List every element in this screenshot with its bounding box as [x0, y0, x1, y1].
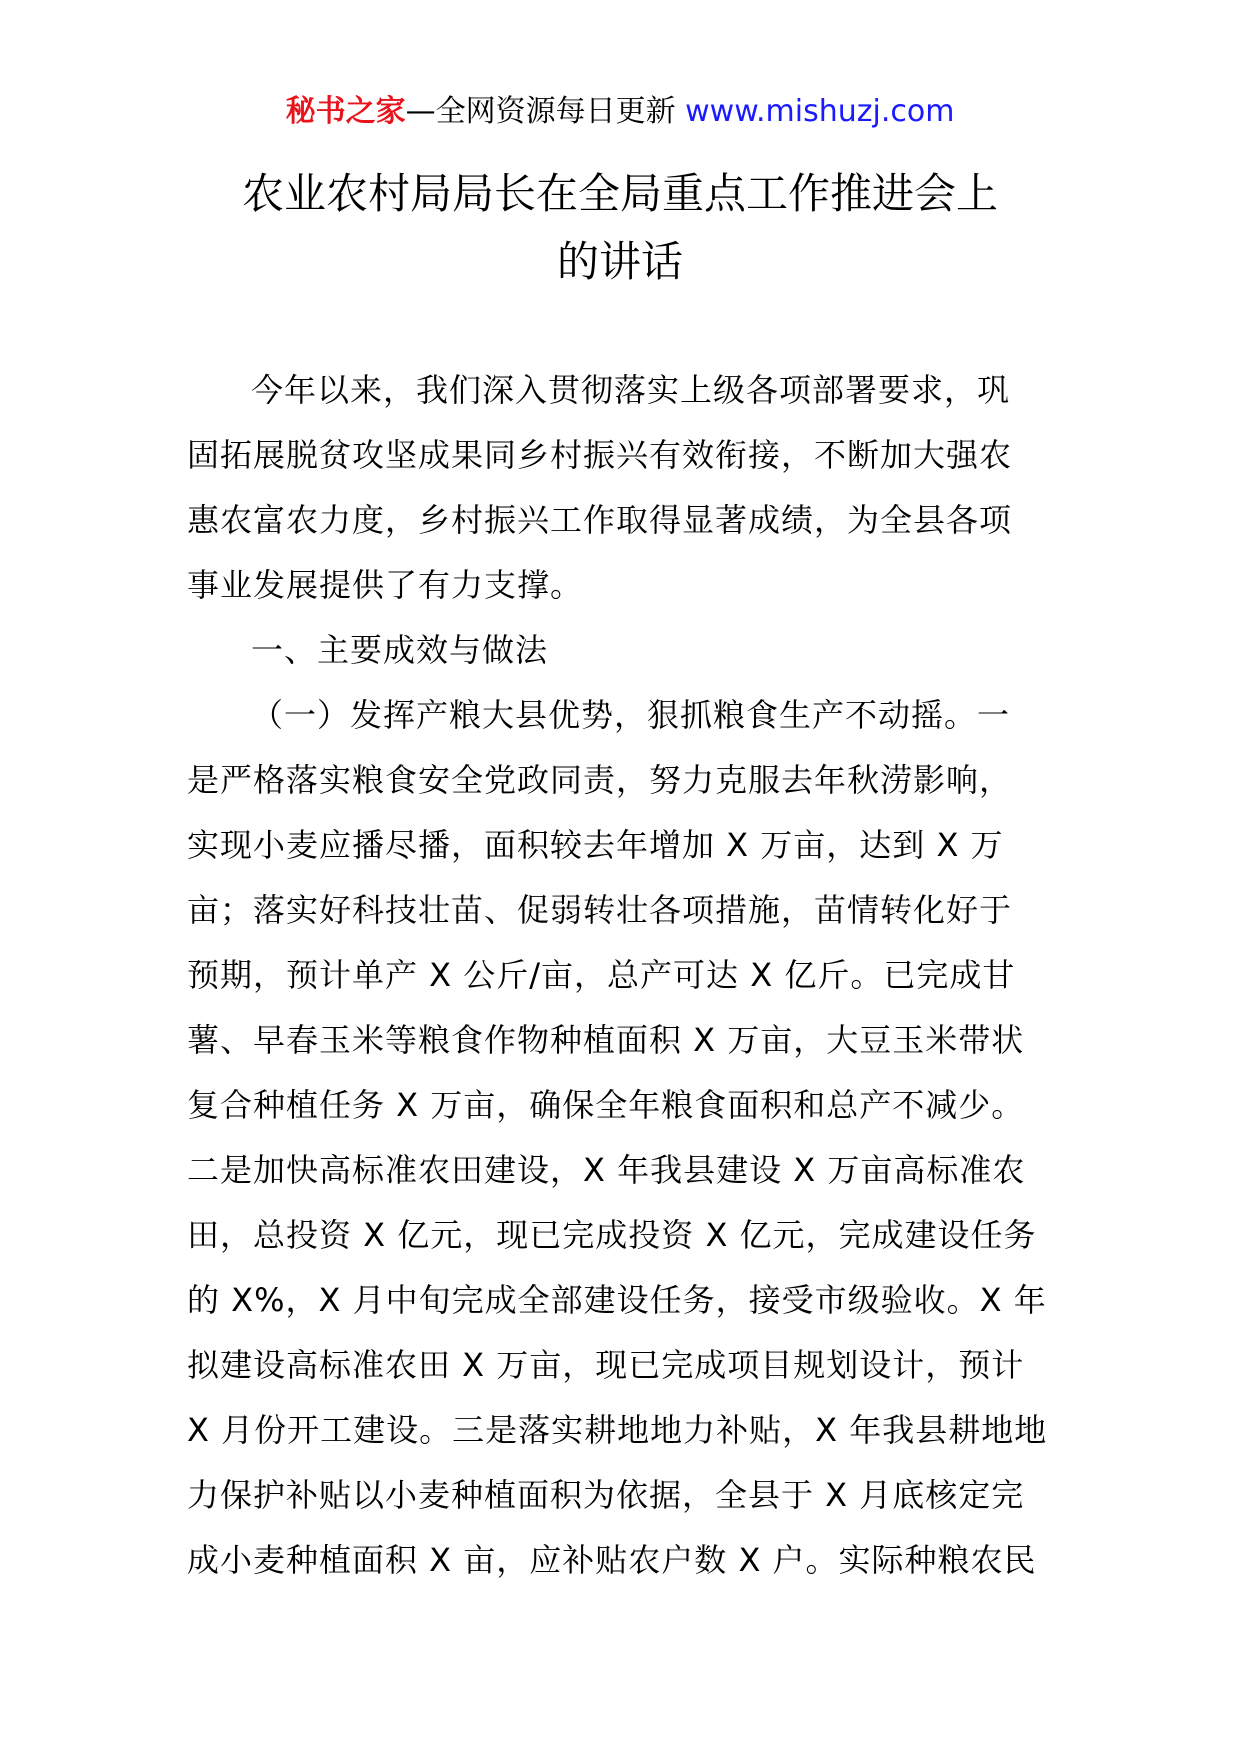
document-body: [187, 358, 1053, 1593]
body-line: 复合种植任务 X 万亩，确保全年粮食面积和总产不减少。: [187, 1086, 1025, 1124]
body-line: 实现小麦应播尽播，面积较去年增加 X 万亩，达到 X 万: [187, 826, 1004, 864]
body-line: 二是加快高标准农田建设，X 年我县建设 X 万亩高标准农: [187, 1151, 1026, 1189]
body-line: （一）发挥产粮大县优势，狠抓粮食生产不动摇。一: [251, 696, 1011, 734]
body-line: 的 X%，X 月中旬完成全部建设任务，接受市级验收。X 年: [187, 1281, 1047, 1319]
title-line: 的讲话: [556, 237, 683, 286]
body-line: 是严格落实粮食安全党政同责，努力克服去年秋涝影响，: [187, 761, 1013, 799]
brand-name: 秘书之家: [285, 94, 406, 129]
body-line: 惠农富农力度，乡村振兴工作取得显著成绩，为全县各项: [187, 501, 1013, 539]
site-url[interactable]: www.mishuzj.com: [685, 94, 955, 129]
body-line: 薯、早春玉米等粮食作物种植面积 X 万亩，大豆玉米带状: [187, 1021, 1025, 1059]
document-title: [0, 160, 1240, 296]
body-line: 今年以来，我们深入贯彻落实上级各项部署要求，巩: [251, 371, 1011, 409]
body-line: X 月份开工建设。三是落实耕地地力补贴，X 年我县耕地地: [187, 1411, 1048, 1449]
body-line: 力保护补贴以小麦种植面积为依据，全县于 X 月底核定完: [187, 1476, 1025, 1514]
site-banner: [0, 88, 1240, 136]
body-line: 田，总投资 X 亿元，现已完成投资 X 亿元，完成建设任务: [187, 1216, 1037, 1254]
body-line: 预期，预计单产 X 公斤/亩，总产可达 X 亿斤。已完成甘: [187, 956, 1016, 994]
title-line: 农业农村局局长在全局重点工作推进会上: [241, 169, 998, 218]
brand-tagline: —全网资源每日更新: [405, 94, 676, 129]
body-line: 亩；落实好科技壮苗、促弱转壮各项措施，苗情转化好于: [187, 891, 1013, 929]
body-line: 事业发展提供了有力支撑。: [187, 566, 584, 604]
body-line: 成小麦种植面积 X 亩，应补贴农户数 X 户。实际种粮农民: [187, 1541, 1037, 1579]
body-line: 固拓展脱贫攻坚成果同乡村振兴有效衔接，不断加大强农: [187, 436, 1013, 474]
body-line: 拟建设高标准农田 X 万亩，现已完成项目规划设计，预计: [187, 1346, 1025, 1384]
section-heading: 一、主要成效与做法: [251, 631, 549, 669]
